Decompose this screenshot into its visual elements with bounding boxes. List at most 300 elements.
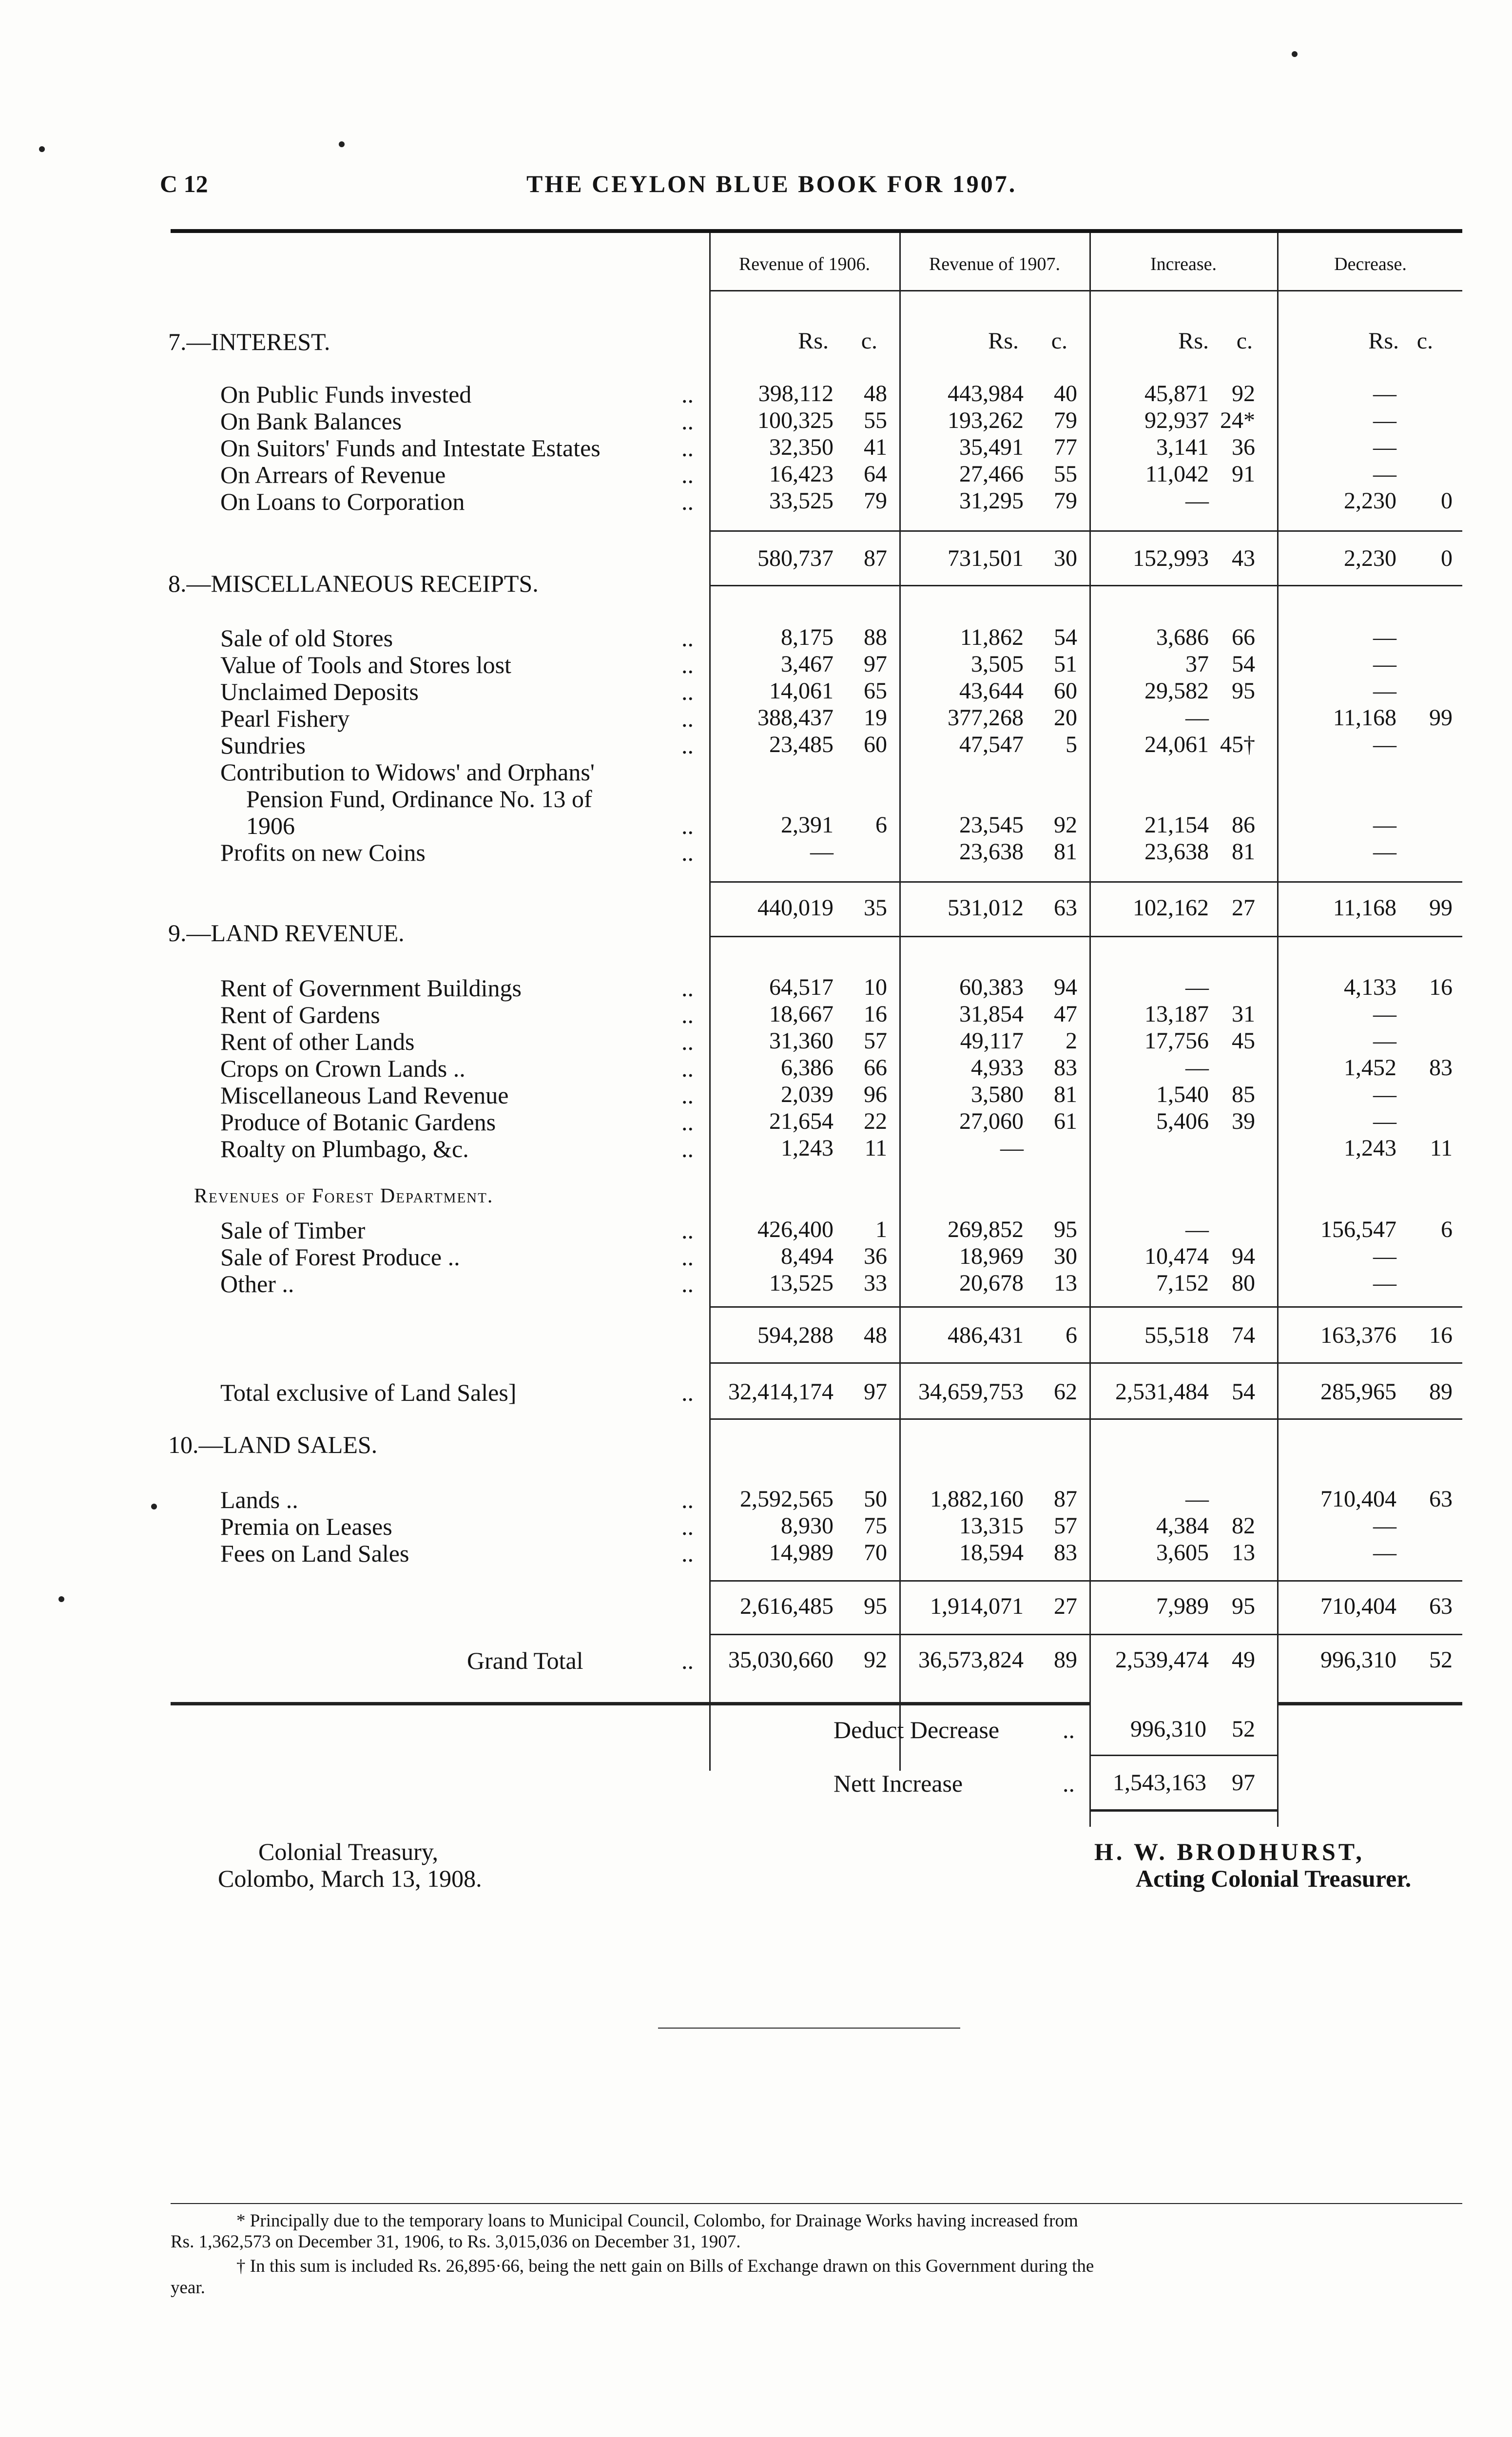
cell-inc: 11,042 [1145, 461, 1209, 487]
row-label: Crops on Crown Lands .. [220, 1055, 465, 1082]
total-rule [709, 1306, 1462, 1308]
cell-r06c: 55 [864, 407, 887, 433]
leader-dots: .. [681, 1001, 694, 1028]
row-label: Produce of Botanic Gardens [220, 1108, 496, 1136]
cell-incc: 95 [1232, 678, 1255, 704]
cell-r06c: 64 [864, 461, 887, 487]
leader-dots: .. [681, 1108, 694, 1136]
cell-r06: 64,517 [769, 974, 834, 1000]
footnote-rule [171, 2203, 1462, 2204]
end-rule [658, 2028, 960, 2029]
cell-incc: 92 [1232, 381, 1255, 406]
cell-inc: 4,384 [1156, 1513, 1209, 1539]
cell-r06: 32,414,174 [728, 1379, 834, 1405]
total-rule [709, 936, 1462, 937]
cell-r06: 8,175 [781, 624, 834, 650]
row-label: Lands .. [220, 1486, 298, 1513]
cell-r07: 60,383 [959, 974, 1024, 1000]
cell-decc: 63 [1429, 1593, 1453, 1619]
unit-c: c. [861, 328, 877, 354]
cell-inc: 13,187 [1144, 1001, 1209, 1027]
leader-dots: .. [681, 1379, 694, 1406]
cell-r07c: 5 [1066, 732, 1077, 757]
cell-r07c: 83 [1054, 1055, 1077, 1081]
cell-dec: — [1373, 839, 1396, 865]
cell-r07: 31,295 [959, 488, 1024, 514]
cell-inc: — [1185, 1486, 1209, 1512]
top-rule [171, 229, 1462, 233]
cell-incc: 54 [1232, 1379, 1255, 1405]
cell-r07: 1,882,160 [930, 1486, 1024, 1512]
cell-r07c: 87 [1054, 1486, 1077, 1512]
cell-inc: 1,540 [1156, 1082, 1209, 1107]
leader-dots: .. [681, 812, 694, 839]
cell-r06: 100,325 [757, 407, 834, 433]
cell-decc: 16 [1429, 1322, 1453, 1348]
cell-incc: 66 [1232, 624, 1255, 650]
cell-r07: 27,466 [959, 461, 1024, 487]
cell-r07c: 57 [1054, 1513, 1077, 1539]
cell-r06c: 66 [864, 1055, 887, 1081]
column-header-decrease: Decrease. [1334, 254, 1407, 274]
leader-dots: .. [681, 1270, 694, 1297]
forest-dept-title: Revenues of Forest Department. [194, 1185, 494, 1207]
cell-dec: — [1373, 1270, 1396, 1296]
cell-dec: — [1373, 651, 1396, 677]
cell-r07: 13,315 [959, 1513, 1024, 1539]
cell-inc: 29,582 [1144, 678, 1209, 704]
unit-c: c. [1416, 328, 1433, 354]
cell-r07c: 77 [1054, 434, 1077, 460]
cell-r06c: 70 [864, 1540, 887, 1566]
row-label: Premia on Leases [220, 1513, 392, 1540]
cell-r07: 269,852 [948, 1217, 1024, 1242]
cell-r06c: 19 [864, 705, 887, 731]
cell-r07: 47,547 [959, 732, 1024, 757]
column-header-revenue-1906: Revenue of 1906. [738, 254, 871, 274]
grand-total-rule [1277, 1702, 1462, 1705]
leader-dots: .. [681, 1540, 694, 1567]
cell-dec: — [1373, 678, 1396, 704]
cell-r07: 36,573,824 [918, 1647, 1024, 1673]
cell-inc: 37 [1185, 651, 1209, 677]
cell-dec: — [1373, 434, 1396, 460]
cell-r07c: 92 [1054, 812, 1077, 838]
row-label: Value of Tools and Stores lost [220, 651, 511, 678]
cell-r07c: 47 [1054, 1001, 1077, 1027]
cell-r07: 11,862 [960, 624, 1024, 650]
cell-decc: 99 [1429, 895, 1453, 921]
leader-dots: .. [681, 732, 694, 759]
cell-r07: 731,501 [948, 545, 1024, 571]
row-label-contribution: Contribution to Widows' and Orphans' [220, 758, 595, 786]
cell-r06: 8,494 [781, 1243, 834, 1269]
cell-r07c: 81 [1054, 839, 1077, 865]
cell-r07: 18,594 [959, 1540, 1024, 1566]
row-label: Rent of other Lands [220, 1028, 415, 1055]
cell-incc: 13 [1232, 1540, 1255, 1566]
leader-dots: .. [681, 1513, 694, 1540]
leader-dots: .. [681, 1055, 694, 1082]
leader-dots: .. [1063, 1716, 1075, 1743]
cell-r07c: 60 [1054, 678, 1077, 704]
scan-speck [339, 141, 345, 147]
total-rule [709, 1634, 1462, 1635]
cell-r06: 31,360 [769, 1028, 834, 1054]
nett-increase-value: 1,543,163 [1113, 1770, 1206, 1796]
cell-dec: — [1373, 624, 1396, 650]
cell-r06: 16,423 [769, 461, 834, 487]
cell-dec: 710,404 [1320, 1593, 1396, 1619]
cell-decc: 83 [1429, 1055, 1453, 1081]
row-label: Sale of old Stores [220, 624, 393, 652]
leader-dots: .. [681, 1243, 694, 1271]
cell-dec: 2,230 [1344, 488, 1396, 514]
total-rule [709, 1418, 1462, 1420]
cell-inc: 2,539,474 [1115, 1647, 1209, 1673]
cell-r07: 31,854 [959, 1001, 1024, 1027]
leader-dots: .. [681, 678, 694, 705]
cell-r06c: 97 [864, 651, 887, 677]
unit-rs: Rs. [1368, 328, 1399, 354]
footnote-1: * Principally due to the temporary loans to Municipal Council, Colombo, for Drainage Works having increased from [236, 2211, 1078, 2231]
cell-inc: 45,871 [1144, 381, 1209, 406]
cell-inc: — [1185, 1217, 1209, 1242]
cell-inc: 10,474 [1144, 1243, 1209, 1269]
cell-r06: 2,592,565 [740, 1486, 834, 1512]
cell-r06c: 96 [864, 1082, 887, 1107]
summary-rule [1089, 1809, 1277, 1812]
cell-r07: — [1000, 1135, 1024, 1161]
cell-r07: 443,984 [948, 381, 1024, 406]
unit-rs: Rs. [1178, 328, 1209, 354]
cell-r07c: 2 [1066, 1028, 1077, 1054]
leader-dots: .. [681, 624, 694, 652]
cell-dec: — [1373, 1513, 1396, 1539]
deduct-decrease-label: Deduct Decrease [834, 1716, 1000, 1743]
row-label: Grand Total [467, 1647, 583, 1674]
cell-dec: 1,243 [1344, 1135, 1396, 1161]
cell-inc: 7,152 [1156, 1270, 1209, 1296]
scan-speck [151, 1504, 157, 1509]
cell-r06: 14,989 [769, 1540, 834, 1566]
cell-r07c: 62 [1054, 1379, 1077, 1405]
cell-r06: 3,467 [781, 651, 834, 677]
cell-r06: 388,437 [757, 705, 834, 731]
cell-r06: 14,061 [769, 678, 834, 704]
cell-incc: 45† [1220, 732, 1255, 757]
total-rule [709, 585, 1462, 586]
cell-r06c: 50 [864, 1486, 887, 1512]
cell-r06: 8,930 [781, 1513, 834, 1539]
summary-rule [1089, 1755, 1277, 1756]
row-label: Miscellaneous Land Revenue [220, 1082, 509, 1109]
leader-dots: .. [681, 381, 694, 408]
cell-r07c: 89 [1054, 1647, 1077, 1673]
column-header-increase: Increase. [1150, 254, 1217, 274]
grand-total-rule [171, 1702, 1089, 1705]
nett-increase-cents: 97 [1232, 1770, 1255, 1796]
cell-incc: 27 [1232, 895, 1255, 921]
cell-r06c: 48 [864, 1322, 887, 1348]
cell-incc: 49 [1232, 1647, 1255, 1673]
cell-r07c: 83 [1054, 1540, 1077, 1566]
cell-dec: 156,547 [1320, 1217, 1396, 1242]
leader-dots: .. [681, 1647, 694, 1674]
cell-decc: 63 [1429, 1486, 1453, 1512]
row-label: On Loans to Corporation [220, 488, 465, 515]
cell-r06c: 22 [864, 1108, 887, 1134]
cell-r07: 23,638 [959, 839, 1024, 865]
cell-dec: — [1373, 1540, 1396, 1566]
row-label-contribution: 1906 [246, 812, 295, 839]
leader-dots: .. [681, 1082, 694, 1109]
cell-r06: 13,525 [769, 1270, 834, 1296]
cell-r06c: 11 [864, 1135, 887, 1161]
cell-inc: 92,937 [1144, 407, 1209, 433]
leader-dots: .. [1063, 1770, 1075, 1797]
unit-c: c. [1236, 328, 1253, 354]
nett-increase-label: Nett Increase [834, 1770, 963, 1797]
leader-dots: .. [681, 651, 694, 678]
cell-r06c: 10 [864, 974, 887, 1000]
footnote-2: † In this sum is included Rs. 26,895·66, being the nett gain on Bills of Exchange drawn on this Government during the [236, 2256, 1094, 2276]
cell-r06c: 75 [864, 1513, 887, 1539]
cell-incc: 43 [1232, 545, 1255, 571]
cell-r07: 531,012 [948, 895, 1024, 921]
leader-dots: .. [681, 705, 694, 732]
leader-dots: .. [681, 1028, 694, 1055]
scan-speck [1292, 51, 1298, 57]
row-label: On Public Funds invested [220, 381, 472, 408]
cell-r06c: 6 [875, 812, 887, 838]
total-rule [709, 530, 1462, 532]
column-divider [709, 233, 711, 1771]
cell-incc: 95 [1232, 1593, 1255, 1619]
cell-dec: 2,230 [1344, 545, 1396, 571]
cell-r07: 193,262 [948, 407, 1024, 433]
cell-dec: — [1373, 1001, 1396, 1027]
cell-inc: — [1185, 705, 1209, 731]
cell-r06: 440,019 [757, 895, 834, 921]
leader-dots: .. [681, 407, 694, 435]
total-rule [709, 1362, 1462, 1364]
cell-dec: — [1373, 1243, 1396, 1269]
cell-inc: 21,154 [1144, 812, 1209, 838]
cell-r07: 20,678 [959, 1270, 1024, 1296]
cell-r07c: 54 [1054, 624, 1077, 650]
cell-r07c: 79 [1054, 488, 1077, 514]
footnote-1-cont: Rs. 1,362,573 on December 31, 1906, to Rs. 3,015,036 on December 31, 1907. [171, 2232, 741, 2252]
cell-dec: — [1373, 461, 1396, 487]
leader-dots: .. [681, 974, 694, 1002]
unit-rs: Rs. [798, 328, 829, 354]
cell-r06c: 65 [864, 678, 887, 704]
cell-r06c: 16 [864, 1001, 887, 1027]
cell-decc: 89 [1429, 1379, 1453, 1405]
unit-rs: Rs. [988, 328, 1019, 354]
cell-r07: 27,060 [959, 1108, 1024, 1134]
cell-r07: 35,491 [959, 434, 1024, 460]
cell-dec: — [1373, 732, 1396, 757]
column-header-revenue-1907: Revenue of 1907. [929, 254, 1061, 274]
cell-incc: 81 [1232, 839, 1255, 865]
cell-r06c: 87 [864, 545, 887, 571]
cell-incc: 86 [1232, 812, 1255, 838]
cell-r06c: 79 [864, 488, 887, 514]
unit-c: c. [1051, 328, 1067, 354]
cell-decc: 11 [1430, 1135, 1453, 1161]
cell-incc: 80 [1232, 1270, 1255, 1296]
signatory-title: Acting Colonial Treasurer. [1136, 1865, 1412, 1892]
cell-r07c: 81 [1054, 1082, 1077, 1107]
cell-r06: 6,386 [781, 1055, 834, 1081]
signatory-name: H. W. BRODHURST, [1094, 1838, 1365, 1865]
cell-inc: 152,993 [1133, 545, 1209, 571]
cell-incc: 91 [1232, 461, 1255, 487]
cell-r07c: 30 [1054, 545, 1077, 571]
cell-r06: 426,400 [757, 1217, 834, 1242]
cell-r06: 23,485 [769, 732, 834, 757]
section-title-land-sales: 10.—LAND SALES. [168, 1431, 378, 1458]
cell-r07c: 63 [1054, 895, 1077, 921]
cell-inc: 7,989 [1156, 1593, 1209, 1619]
header-rule [709, 290, 1462, 291]
cell-incc: 82 [1232, 1513, 1255, 1539]
cell-r06c: 33 [864, 1270, 887, 1296]
cell-r06: 33,525 [769, 488, 834, 514]
cell-r06c: 41 [864, 434, 887, 460]
section-title-interest: 7.—INTEREST. [168, 328, 330, 355]
scan-speck [39, 146, 45, 152]
scan-speck [58, 1596, 64, 1602]
row-label: Sundries [220, 732, 306, 759]
cell-incc: 31 [1232, 1001, 1255, 1027]
cell-dec: — [1373, 407, 1396, 433]
cell-inc: — [1185, 488, 1209, 514]
row-label: On Bank Balances [220, 407, 402, 435]
cell-r07: 4,933 [971, 1055, 1024, 1081]
cell-r07c: 40 [1054, 381, 1077, 406]
cell-r07c: 55 [1054, 461, 1077, 487]
page-title: THE CEYLON BLUE BOOK FOR 1907. [526, 170, 1017, 197]
cell-incc: 39 [1232, 1108, 1255, 1134]
cell-incc: 24* [1220, 407, 1255, 433]
cell-decc: 52 [1429, 1647, 1453, 1673]
leader-dots: .. [681, 434, 694, 462]
cell-r06: 398,112 [758, 381, 834, 406]
cell-r07c: 27 [1054, 1593, 1077, 1619]
cell-r07c: 20 [1054, 705, 1077, 731]
cell-dec: 710,404 [1320, 1486, 1396, 1512]
cell-dec: — [1373, 381, 1396, 406]
page-number: C 12 [160, 170, 208, 197]
leader-dots: .. [681, 1217, 694, 1244]
row-label: On Arrears of Revenue [220, 461, 446, 488]
cell-r07: 18,969 [959, 1243, 1024, 1269]
cell-decc: 16 [1429, 974, 1453, 1000]
row-label: Unclaimed Deposits [220, 678, 419, 705]
row-label: Rent of Gardens [220, 1001, 380, 1028]
row-label: Fees on Land Sales [220, 1540, 409, 1567]
cell-r07c: 95 [1054, 1217, 1077, 1242]
cell-inc: 23,638 [1144, 839, 1209, 865]
cell-r06c: 95 [864, 1593, 887, 1619]
cell-r06: 594,288 [757, 1322, 834, 1348]
row-label: On Suitors' Funds and Intestate Estates [220, 434, 601, 462]
signature-place: Colonial Treasury, [258, 1838, 438, 1865]
cell-r06c: 88 [864, 624, 887, 650]
cell-dec: 1,452 [1344, 1055, 1396, 1081]
cell-dec: 4,133 [1344, 974, 1396, 1000]
cell-r07: 1,914,071 [930, 1593, 1024, 1619]
deduct-decrease-value: 996,310 [1130, 1716, 1206, 1742]
cell-r07c: 79 [1054, 407, 1077, 433]
row-label: Profits on new Coins [220, 839, 426, 866]
row-label-contribution: Pension Fund, Ordinance No. 13 of [246, 785, 592, 812]
cell-inc: 55,518 [1144, 1322, 1209, 1348]
cell-r06: 21,654 [769, 1108, 834, 1134]
row-label: Rent of Government Buildings [220, 974, 522, 1002]
cell-r07c: 51 [1054, 651, 1077, 677]
cell-r07: 377,268 [948, 705, 1024, 731]
cell-inc: — [1185, 1055, 1209, 1081]
row-label: Total exclusive of Land Sales] [220, 1379, 517, 1406]
cell-inc: 24,061 [1144, 732, 1209, 757]
total-rule [709, 881, 1462, 883]
column-divider [1089, 233, 1091, 1827]
cell-incc: 74 [1232, 1322, 1255, 1348]
section-title-misc: 8.—MISCELLANEOUS RECEIPTS. [168, 570, 539, 597]
cell-incc: 94 [1232, 1243, 1255, 1269]
total-rule [709, 1580, 1462, 1582]
footnote-2-cont: year. [171, 2278, 205, 2298]
cell-inc: 2,531,484 [1115, 1379, 1209, 1405]
cell-r07: 43,644 [959, 678, 1024, 704]
cell-dec: 996,310 [1320, 1647, 1396, 1673]
cell-r06: 18,667 [769, 1001, 834, 1027]
cell-r06c: 60 [864, 732, 887, 757]
cell-r06c: 92 [864, 1647, 887, 1673]
cell-r07c: 13 [1054, 1270, 1077, 1296]
cell-r07: 49,117 [960, 1028, 1024, 1054]
cell-r06c: 97 [864, 1379, 887, 1405]
signature-date: Colombo, March 13, 1908. [218, 1865, 482, 1892]
leader-dots: .. [681, 839, 694, 866]
leader-dots: .. [681, 1486, 694, 1513]
leader-dots: .. [681, 461, 694, 488]
cell-r06c: 48 [864, 381, 887, 406]
cell-r06: 580,737 [757, 545, 834, 571]
cell-incc: 36 [1232, 434, 1255, 460]
cell-r07c: 94 [1054, 974, 1077, 1000]
cell-r06: 2,616,485 [740, 1593, 834, 1619]
cell-incc: 85 [1232, 1082, 1255, 1107]
cell-r06: 2,039 [781, 1082, 834, 1107]
cell-r07: 3,505 [971, 651, 1024, 677]
cell-r07: 23,545 [959, 812, 1024, 838]
cell-r07: 34,659,753 [918, 1379, 1024, 1405]
cell-r07c: 6 [1066, 1322, 1077, 1348]
cell-dec: 163,376 [1320, 1322, 1396, 1348]
cell-inc: 3,141 [1156, 434, 1209, 460]
cell-r06: — [810, 839, 834, 865]
cell-dec: — [1373, 1108, 1396, 1134]
row-label: Pearl Fishery [220, 705, 350, 732]
cell-inc: — [1185, 974, 1209, 1000]
cell-r06: 32,350 [769, 434, 834, 460]
cell-r07c: 61 [1054, 1108, 1077, 1134]
